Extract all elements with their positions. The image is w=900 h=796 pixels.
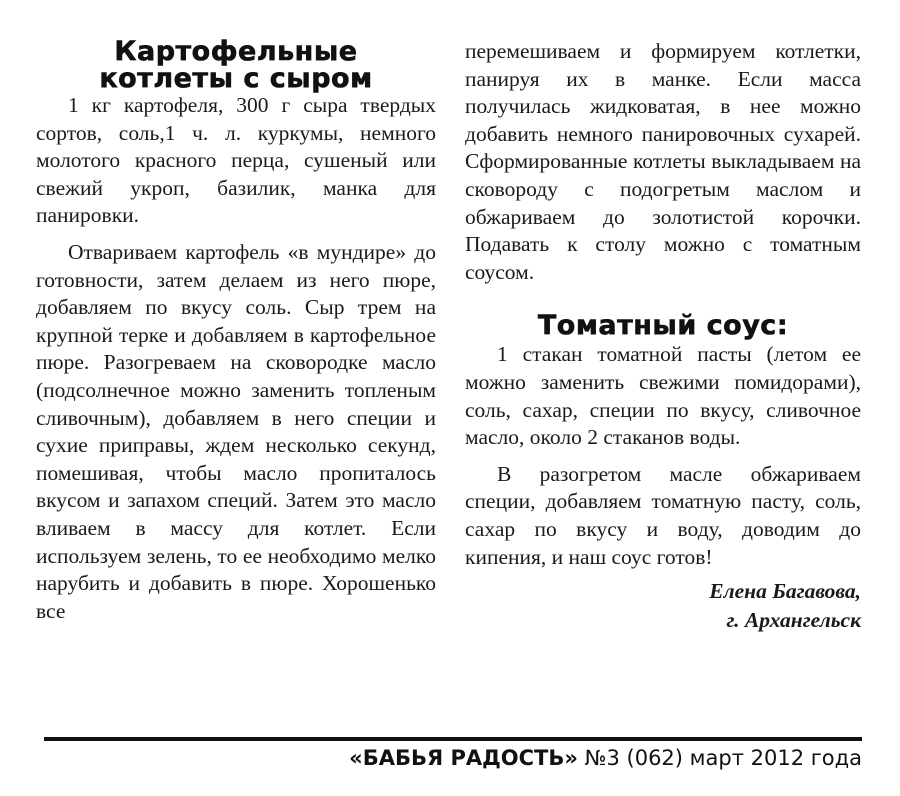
- right-column: [465, 38, 861, 635]
- left-column: [36, 38, 436, 625]
- signature-city: г. Архангельск: [726, 608, 861, 633]
- footer-issue: №3 (062) март 2012 года: [584, 746, 862, 770]
- signature: [465, 577, 861, 635]
- footer-divider: [44, 737, 862, 741]
- recipe1-method-part2: перемешиваем и формируем котлетки, панируя их в манке. Если масса получилась жидковатая, в нее можно добавить немного панировочных сухарей. Сформированные котлеты выкладываем на сковороду с подогретым маслом и обжариваем до золотистой корочки. Подавать к столу можно с томатным соусом.: [465, 39, 861, 284]
- recipe1-title-line1: Картофельные: [114, 36, 358, 67]
- recipe1-method-part1: Отвариваем картофель «в мундире» до готовности, затем делаем из него пюре, добавляем по вкусу соль. Сыр трем на крупной терке и добавляем в картофельное пюре. Разогреваем на сковородке масло (подсолнечное можно заменить топленым сливочным), добавляем в него специи и сухие приправы, ждем несколько секунд, помешивая, чтобы масло пропиталось вкусом и запахом специй. Затем это масло вливаем в массу для котлет. Если используем зелень, то ее необходимо мелко нарубить и добавить в пюре. Хорошенько все: [36, 239, 436, 623]
- recipe1-ingredients: 1 кг картофеля, 300 г сыра твердых сортов, соль,1 ч. л. куркумы, немного молотого красного перца, сушеный или свежий укроп, базилик, манка для панировки.: [36, 93, 436, 228]
- recipe2-method: В разогретом масле обжариваем специи, добавляем томатную пасту, соль, сахар по вкусу и воду, доводим до кипения, и наш соус готов!: [465, 461, 861, 569]
- recipe2-ingredients: 1 стакан томатной пасты (летом ее можно заменить свежими помидорами), соль, сахар, специи по вкусу, сливочное масло, около 2 стаканов воды.: [465, 342, 861, 450]
- footer: [349, 746, 862, 770]
- recipe1-title-line2: котлеты с сыром: [99, 63, 373, 94]
- recipe1-title: [36, 38, 436, 92]
- signature-author: Елена Багавова,: [709, 579, 861, 604]
- recipe2-title: Томатный соус:: [537, 310, 789, 342]
- footer-magazine-name: «БАБЬЯ РАДОСТЬ»: [349, 746, 578, 770]
